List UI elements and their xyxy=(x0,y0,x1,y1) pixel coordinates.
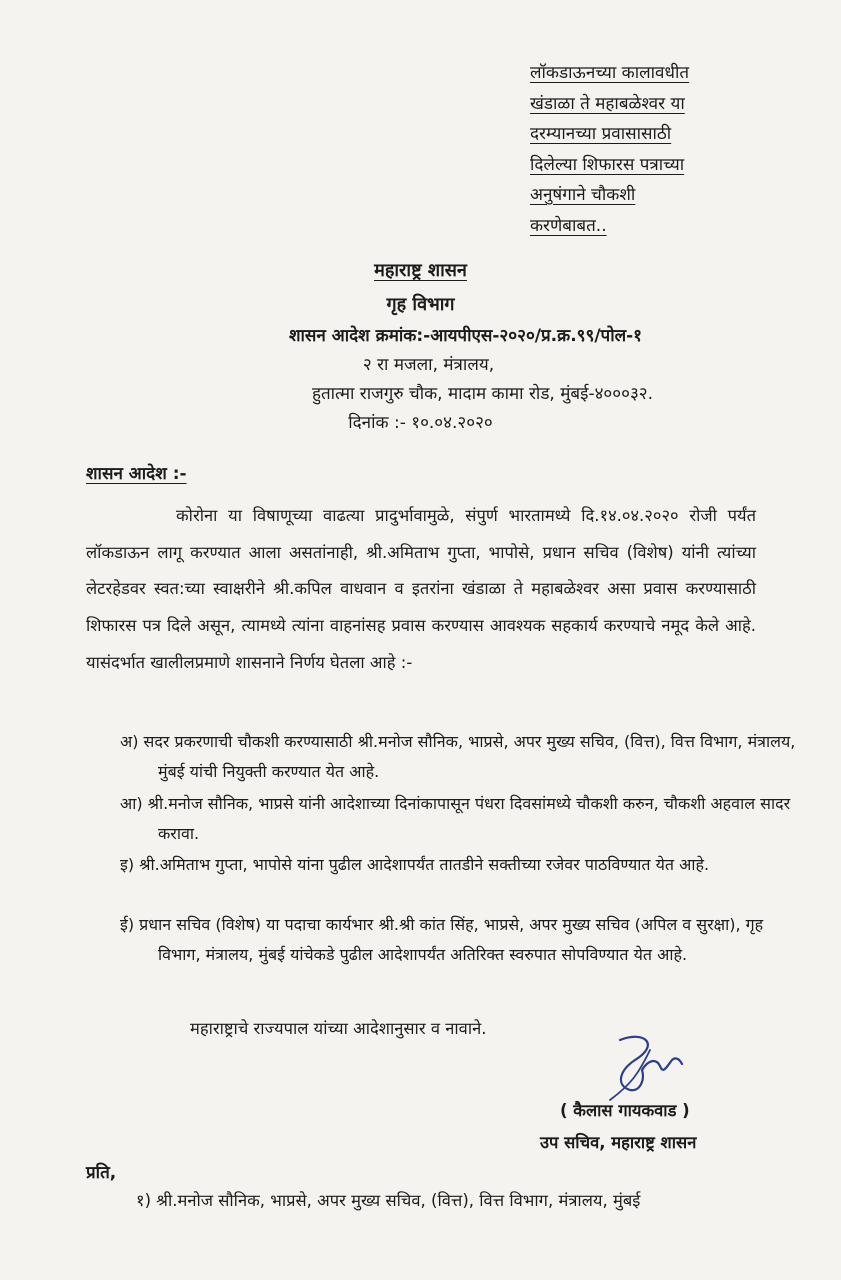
subject-block xyxy=(530,58,800,241)
order-item-aa: आ) श्री.मनोज सौनिक, भाप्रसे यांनी आदेशाच्या दिनांकापासून पंधरा दिवसांमध्ये चौकशी करुन, चौकशी अहवाल सादर करावा. xyxy=(120,794,791,843)
order-item-i: इ) श्री.अमिताभ गुप्ता, भापोसे यांना पुढील आदेशापर्यंत तातडीने सक्तीच्या रजेवर पाठविण्यात येत आहे. xyxy=(120,855,710,874)
main-paragraph: कोरोना या विषाणूच्या वाढत्या प्रादुर्भावामुळे, संपुर्ण भारतामध्ये दि.१४.०४.२०२० रोजी पर्यंत लॉकडाऊन लागू करण्यात आला असतांनाही, श्री.अमिताभ गुप्ता, भापोसे, प्रधान सचिव (विशेष) यांनी त्यांच्या लेटरहेडवर स्वत:च्या स्वाक्षरीने श्री.कपिल वाधवान व इतरांना खंडाळा ते महाबळेश्वर असा प्रवास करण्यासाठी शिफारस पत्र दिले असून, त्यामध्ये त्यांना वाहनांसह प्रवास करण्यास आवश्यक सहकार्य करण्याचे नमूद केले आहे. यासंदर्भात खालीलप्रमाणे शासनाने निर्णय घेतला आहे :- xyxy=(86,506,756,672)
government-heading: महाराष्ट्र शासन xyxy=(374,260,467,281)
office-address: हुतात्मा राजगुरु चौक, मादाम कामा रोड, मुंबई-४०००३२. xyxy=(311,384,654,404)
subject-line: दिलेल्या शिफारस पत्राच्या xyxy=(530,154,685,175)
order-number: शासन आदेश क्रमांक:-आयपीएस-२०२०/प्र.क्र.९९/पोल-१ xyxy=(288,326,643,346)
closing-line: महाराष्ट्राचे राज्यपाल यांच्या आदेशानुसार व नावाने. xyxy=(190,1019,487,1038)
subject-line: करणेबाबत.. xyxy=(530,215,607,236)
section-title: शासन आदेश :- xyxy=(86,464,187,484)
copy-to-item: १) श्री.मनोज सौनिक, भाप्रसे, अपर मुख्य सचिव, (वित्त), वित्त विभाग, मंत्रालय, मुंबई xyxy=(136,1191,641,1210)
office-floor: २ रा मजला, मंत्रालय, xyxy=(362,355,495,375)
subject-line: लॉकडाऊनच्या कालावधीत xyxy=(530,63,690,83)
order-date: दिनांक :- १०.०४.२०२० xyxy=(348,413,493,433)
subject-line: अनुषंगाने चौकशी xyxy=(530,185,636,205)
subject-line: दरम्यानच्या प्रवासासाठी xyxy=(530,124,672,144)
subject-line: खंडाळा ते महाबळेश्वर या xyxy=(530,93,685,114)
order-item-ii: ई) प्रधान सचिव (विशेष) या पदाचा कार्यभार श्री.श्री कांत सिंह, भाप्रसे, अपर मुख्य सचिव (अपिल व सुरक्षा), गृह विभाग, मंत्रालय, मुंबई यांचेकडे पुढील आदेशापर्यंत अतिरिक्त स्वरुपात सोपविण्यात येत आहे. xyxy=(120,915,764,964)
signatory-name: ( कैलास गायकवाड ) xyxy=(560,1101,690,1120)
department-heading: गृह विभाग xyxy=(386,294,455,315)
signatory-designation: उप सचिव, महाराष्ट्र शासन xyxy=(540,1133,697,1152)
order-item-a: अ) सदर प्रकरणाची चौकशी करण्यासाठी श्री.मनोज सौनिक, भाप्रसे, अपर मुख्य सचिव, (वित्त), वित्त विभाग, मंत्रालय, मुंबई यांची नियुक्ती करण्यात येत आहे. xyxy=(120,732,796,781)
copy-to-label: प्रति, xyxy=(86,1163,117,1183)
